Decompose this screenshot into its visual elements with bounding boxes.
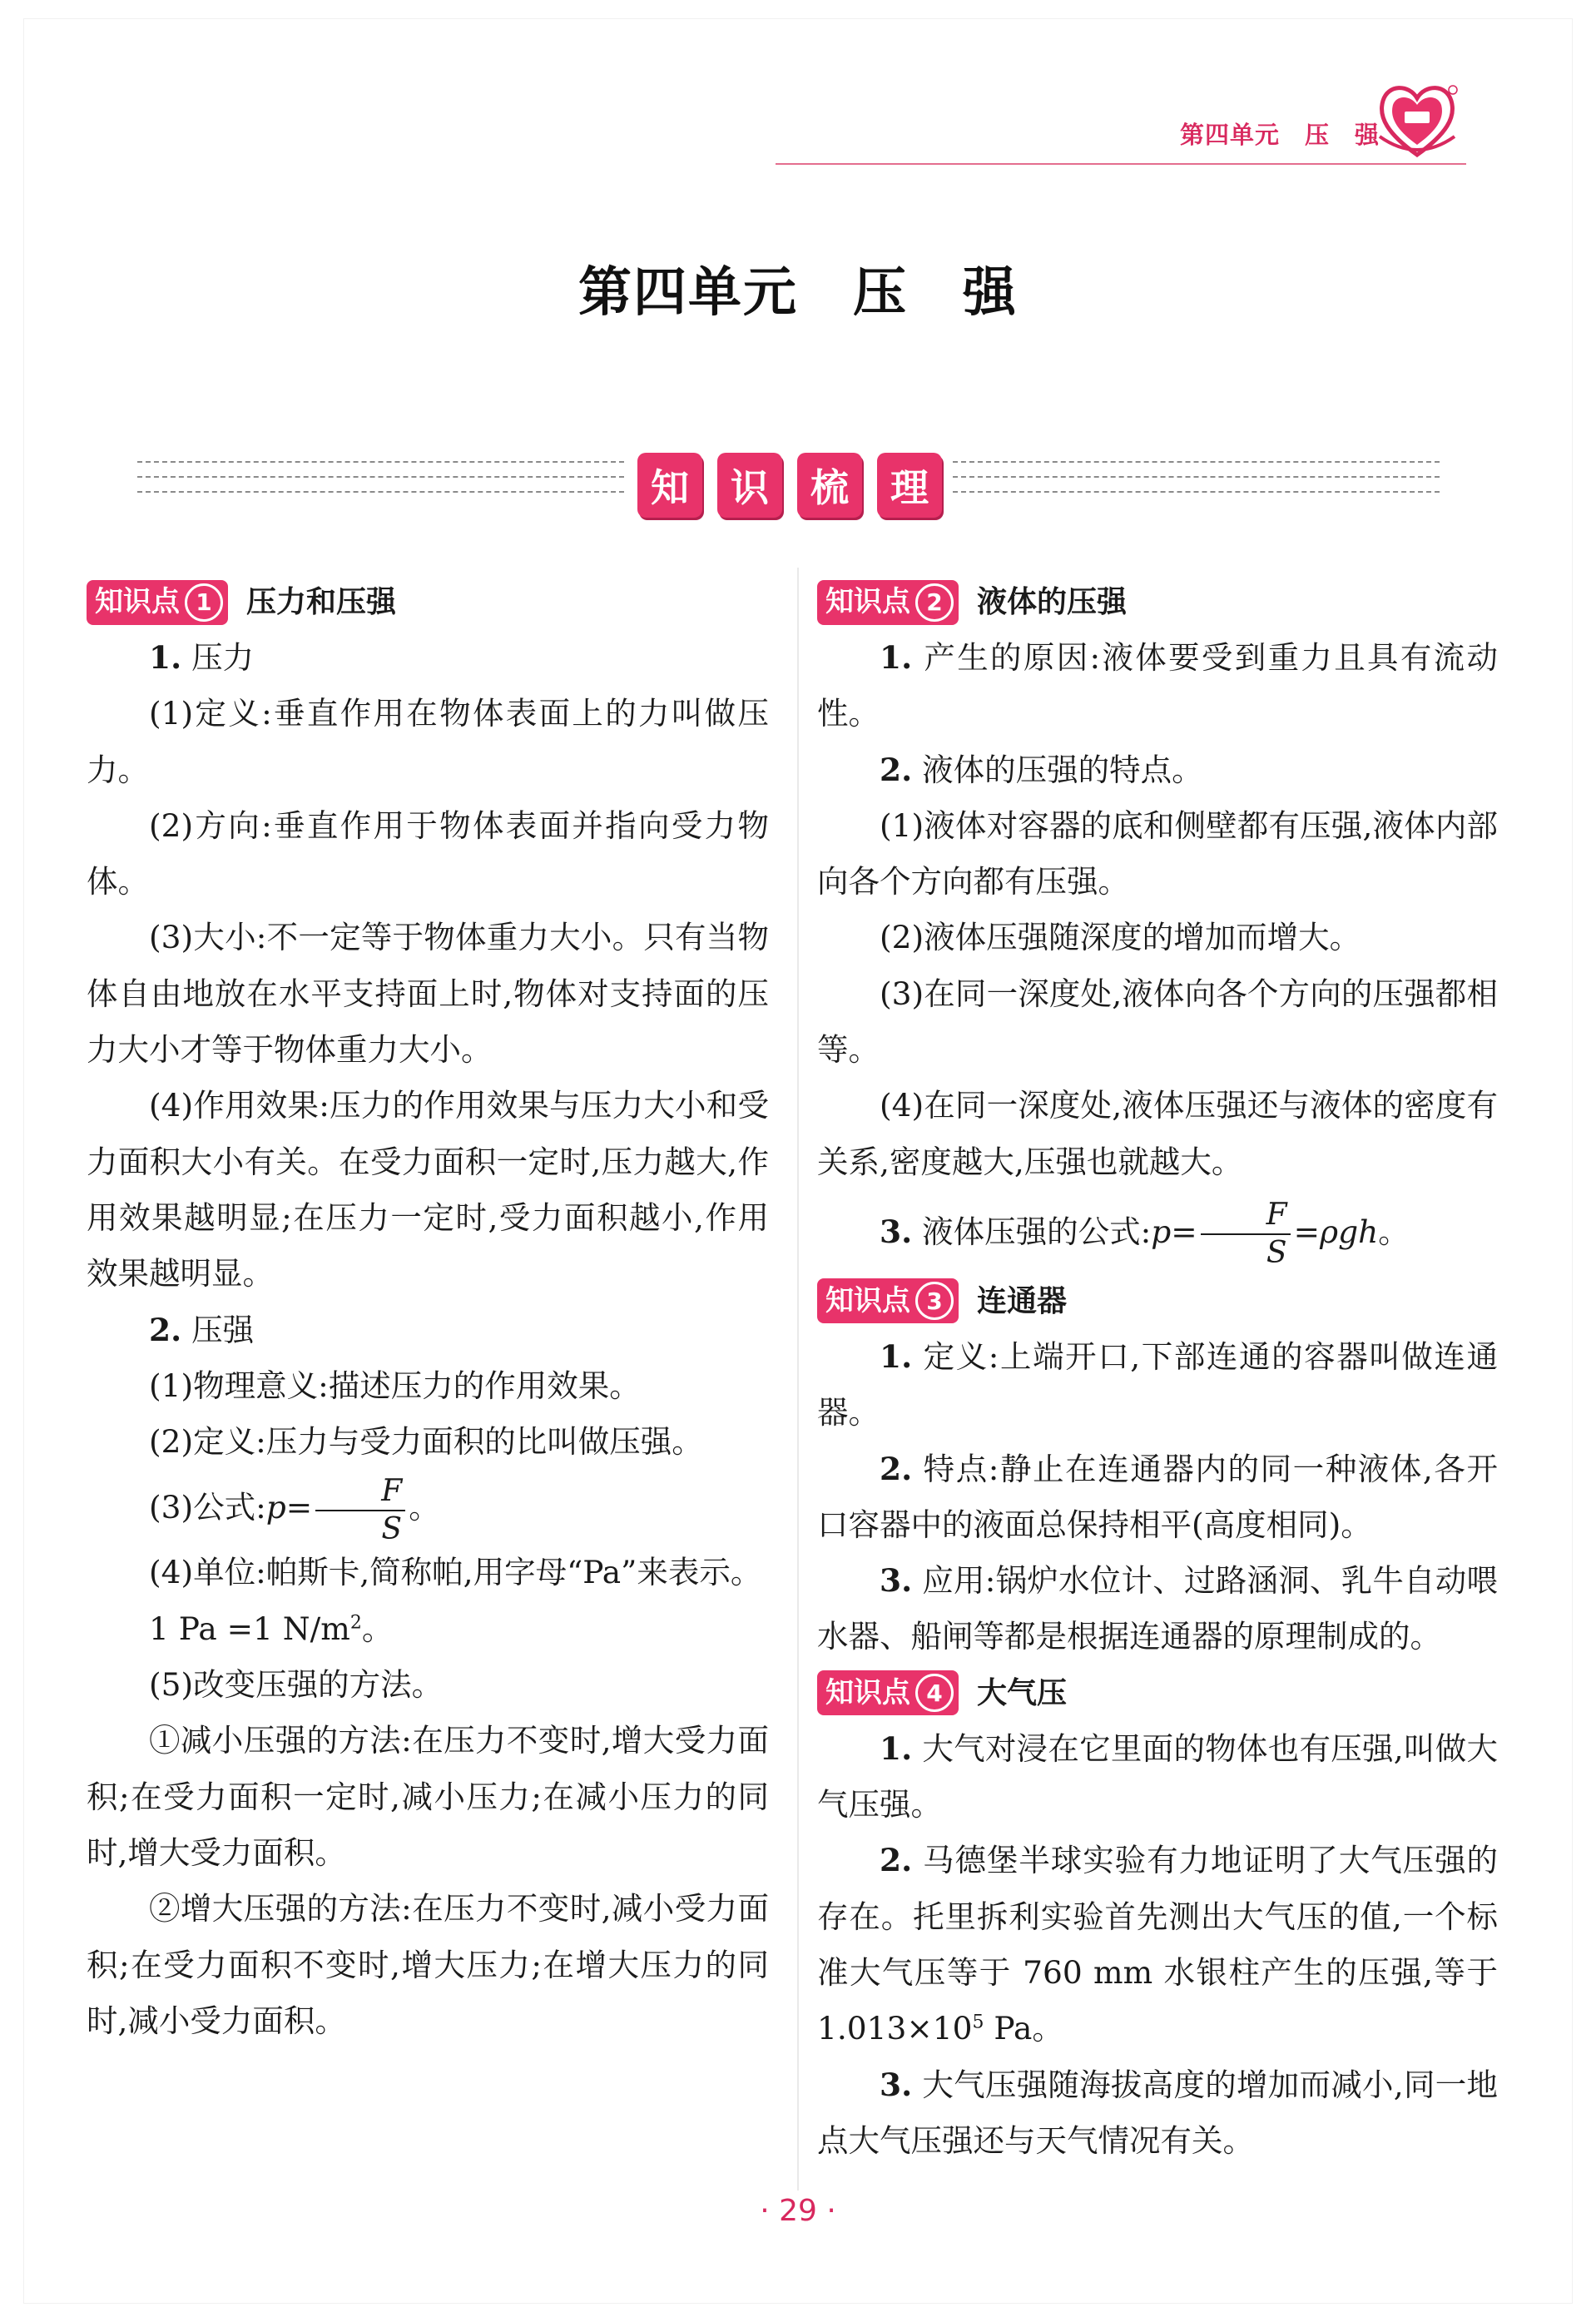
header-rule: [776, 163, 1466, 165]
item-number: 2.: [880, 1842, 913, 1879]
fraction: [315, 1473, 405, 1546]
banner-dash-line: [137, 476, 624, 478]
item-number: 1.: [880, 1729, 913, 1767]
item-number: 2.: [880, 751, 913, 788]
fraction: [1201, 1198, 1291, 1271]
subsection-title: 压强: [191, 1311, 255, 1348]
paragraph: (3)大小:不一定等于物体重力大小。只有当物体自由地放在水平支持面上时,物体对支持面的压力大小才等于物体重力大小。: [87, 919, 769, 1069]
knowledge-point-heading-2: [817, 574, 1498, 630]
badge-number: 4: [915, 1674, 954, 1712]
publisher-logo-icon: [1371, 72, 1463, 163]
item-number: 2.: [880, 1450, 913, 1487]
banner-dash-line: [953, 476, 1440, 478]
knowledge-point-badge: [817, 1278, 959, 1323]
unit-paragraph: [87, 1601, 769, 1657]
formula-paragraph: [87, 1470, 769, 1545]
banner-dash-line: [137, 491, 624, 493]
badge-number: 2: [915, 583, 954, 622]
paragraph: ②增大压强的方法:在压力不变时,减小受力面积;在受力面积不变时,增大压力;在增大压力的同时,减小受力面积。: [87, 1890, 769, 2039]
superscript: 5: [972, 2012, 984, 2033]
badge-label: 知识点: [825, 1675, 910, 1709]
paragraph: (4)在同一深度处,液体压强还与液体的密度有关系,密度越大,压强也就越大。: [817, 1087, 1498, 1180]
formula-symbol: p: [265, 1489, 286, 1526]
item-number: 1.: [149, 639, 182, 676]
unit-title: 第四单元 压 强: [578, 262, 1018, 324]
subsection-heading: [87, 630, 769, 686]
knowledge-point-badge: [87, 580, 228, 625]
item-number: 3.: [880, 2066, 913, 2103]
knowledge-point-badge: [817, 1670, 959, 1715]
knowledge-point-title: 连通器: [977, 1283, 1068, 1318]
knowledge-point-heading-1: [87, 574, 769, 630]
paragraph: ①减小压强的方法:在压力不变时,增大受力面积;在受力面积一定时,减小压力;在减小压力的同时,增大受力面积。: [87, 1722, 769, 1871]
paragraph: (2)定义:压力与受力面积的比叫做压强。: [149, 1423, 703, 1461]
knowledge-point-heading-3: [817, 1273, 1498, 1329]
item-text: 特点:静止在连通器内的同一种液体,各开口容器中的液面总保持相平(高度相同)。: [817, 1450, 1498, 1543]
paragraph: (1)液体对容器的底和侧壁都有压强,液体内部向各个方向都有压强。: [817, 806, 1498, 901]
paragraph: (2)液体压强随深度的增加而增大。: [880, 919, 1361, 956]
fraction-denominator: S: [1266, 1236, 1287, 1271]
fraction-numerator: F: [1201, 1200, 1291, 1235]
unit-text: Pa。: [984, 2010, 1063, 2047]
item-number: 1.: [880, 1337, 913, 1375]
knowledge-point-badge: [817, 580, 959, 625]
page-number: · 29 ·: [760, 2194, 836, 2228]
item-number: 1.: [880, 639, 913, 676]
column-divider: [797, 568, 799, 2191]
left-column: [87, 574, 769, 2049]
section-banner: [137, 441, 1440, 533]
subsection-title: 压力: [191, 639, 255, 676]
paragraph: (3)在同一深度处,液体向各个方向的压强都相等。: [817, 975, 1498, 1069]
paragraph: (4)作用效果:压力的作用效果与压力大小和受力面积大小有关。在受力面积一定时,压力越大,作用效果越明显;在压力一定时,受力面积越小,作用效果越明显。: [87, 1087, 769, 1292]
formula-operator: =: [1171, 1213, 1197, 1250]
badge-number: 1: [185, 583, 223, 622]
knowledge-point-heading-4: [817, 1665, 1498, 1721]
paragraph: (1)定义:垂直作用在物体表面上的力叫做压力。: [87, 695, 769, 788]
paragraph: [817, 1553, 1498, 1665]
formula-paragraph: [817, 1190, 1498, 1273]
banner-char: 理: [877, 453, 942, 518]
banner-char: 知: [637, 453, 702, 518]
item-number: 3.: [880, 1562, 913, 1600]
unit-text: 1 Pa =1 N/m: [149, 1610, 350, 1647]
banner-dash-line: [953, 461, 1440, 463]
paragraph: [817, 1721, 1498, 1833]
formula-label: 液体压强的公式:: [922, 1213, 1152, 1250]
item-number: 3.: [880, 1213, 913, 1250]
knowledge-point-title: 大气压: [977, 1675, 1068, 1710]
badge-label: 知识点: [95, 584, 180, 618]
item-text: 马德堡半球实验有力地证明了大气压强的存在。托里拆利实验首先测出大气压的值,一个标准大气压等于 760 mm 水银柱产生的压强,等于 1.013×10: [817, 1842, 1499, 2047]
banner-title: [637, 453, 942, 518]
formula-operator: =: [285, 1489, 313, 1526]
fraction-numerator: F: [315, 1476, 405, 1511]
running-header: 第四单元 压 强: [1179, 121, 1380, 149]
banner-dash-line: [953, 491, 1440, 493]
right-column: [817, 574, 1498, 2169]
paragraph: [817, 1329, 1498, 1441]
banner-char: 识: [717, 453, 782, 518]
paragraph: (1)物理意义:描述压力的作用效果。: [149, 1367, 641, 1404]
paragraph: [817, 630, 1498, 742]
item-text: 大气压强随海拔高度的增加而减小,同一地点大气压强还与天气情况有关。: [817, 2066, 1498, 2159]
item-number: 2.: [149, 1311, 182, 1348]
item-text: 产生的原因:液体要受到重力且具有流动性。: [817, 639, 1498, 732]
punctuation: 。: [1378, 1213, 1410, 1250]
superscript: 2: [349, 1612, 362, 1634]
paragraph: (4)单位:帕斯卡,简称帕,用字母“Pa”来表示。: [149, 1554, 762, 1591]
banner-char: 梳: [797, 453, 862, 518]
formula-label: (3)公式:: [149, 1489, 266, 1526]
item-text: 应用:锅炉水位计、过路涵洞、乳牛自动喂水器、船闸等都是根据连通器的原理制成的。: [817, 1562, 1499, 1655]
item-text: 液体的压强的特点。: [922, 751, 1203, 788]
knowledge-point-title: 压力和压强: [246, 584, 397, 619]
badge-label: 知识点: [825, 1283, 910, 1317]
paragraph: (5)改变压强的方法。: [149, 1666, 444, 1704]
paragraph: [817, 742, 1498, 798]
item-text: 大气对浸在它里面的物体也有压强,叫做大气压强。: [817, 1729, 1498, 1823]
punctuation: 。: [361, 1610, 394, 1647]
punctuation: 。: [409, 1489, 440, 1526]
badge-number: 3: [915, 1282, 954, 1320]
badge-label: 知识点: [825, 584, 910, 618]
item-text: 定义:上端开口,下部连通的容器叫做连通器。: [817, 1337, 1498, 1431]
paragraph: [817, 1833, 1498, 2057]
banner-dash-line: [137, 461, 624, 463]
paragraph: (2)方向:垂直作用于物体表面并指向受力物体。: [87, 806, 769, 901]
formula-rhs: =ρgh: [1293, 1213, 1379, 1250]
formula-symbol: p: [1151, 1213, 1172, 1250]
knowledge-point-title: 液体的压强: [977, 584, 1128, 619]
paragraph: [817, 1441, 1498, 1554]
subsection-heading: [87, 1302, 769, 1358]
fraction-denominator: S: [381, 1511, 403, 1546]
paragraph: [817, 2057, 1498, 2170]
